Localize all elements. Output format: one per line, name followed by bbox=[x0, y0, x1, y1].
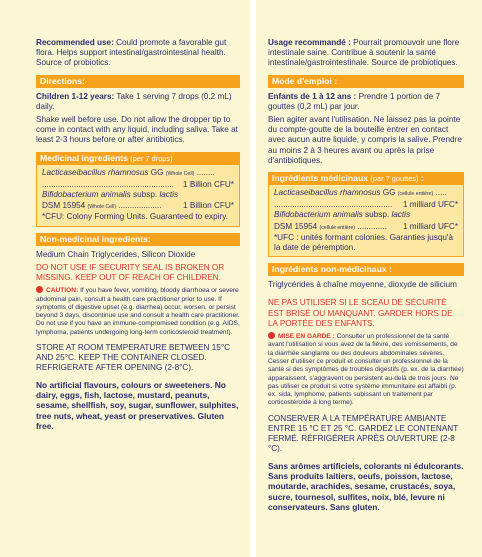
medicinal-header: Medicinal ingredients (per 7 drops) bbox=[36, 152, 240, 165]
nonmedicinal-text: Medium Chain Triglycerides, Silicon Dioxide bbox=[36, 249, 196, 259]
storage: STORE AT ROOM TEMPERATURE BETWEEN 15°C AND 25°C. KEEP THE CONTAINER CLOSED. REFRIGERATE AFTER OPENING (2-8°C). bbox=[36, 343, 231, 373]
storage-fr: CONSERVER À LA TEMPÉRATURE AMBIANTE ENTRE 15 °C ET 25 °C. GARDEZ LE CONTENANT FERMÉ. RÉFRIGÉRER APRÈS OUVERTURE (2-8 °C). bbox=[268, 413, 459, 454]
french-column bbox=[250, 0, 482, 557]
medicinal-box-fr bbox=[268, 185, 464, 257]
children-dose: Children 1-12 years: Take 1 serving 7 drops (0.2 mL) daily. bbox=[36, 91, 232, 111]
medicinal-box bbox=[36, 165, 240, 227]
ingredient-1-fr: Lacticaseibacillus rhamnosus GG (cellule entière) ..... bbox=[274, 188, 447, 198]
allergens-fr: Sans arômes artificiels, colorants ni édulcorants. Sans produits laitiers, oeufs, poisson, lactose, moutarde, arachides, sesame, crustacés, soya, sucre, tournesol, sulfites, noix, blé, levure ni conservateurs. Sans gluten. bbox=[268, 460, 464, 513]
children-dose-fr: Enfants de 1 à 12 ans : Prendre 1 portion de 7 gouttes (0,2 mL) par jour. bbox=[268, 91, 441, 111]
ingredient-2: Bifidobacterium animalis subsp. lactis bbox=[42, 190, 179, 200]
ingredient-1-amount: .......................................................... 1 Billion CFU* bbox=[42, 179, 234, 189]
nonmedicinal-text-fr: Triglycérides à chaîne moyenne, dioxyde de silicium bbox=[268, 280, 458, 290]
warning-dot-icon bbox=[268, 332, 275, 339]
ingredient-2-amount-fr: DSM 15954 (cellule entière) ............. 1 milliard UFC* bbox=[274, 221, 458, 231]
directions-header-fr: Mode d'emploi : bbox=[268, 75, 464, 88]
warning-dot-icon bbox=[36, 286, 43, 293]
directions-text: Shake well before use. Do not allow the dropper tip to come in contact with any liquid, including saliva. Take at least 2-3 hours before or after antibiotics. bbox=[36, 115, 238, 145]
medicinal-header-fr: Ingrédients médicinaux (par 7 gouttes) : bbox=[268, 172, 464, 185]
ingredient-2-fr: Bifidobacterium animalis subsp. lactis bbox=[274, 210, 411, 220]
ingredient-2-amount: DSM 15954 (Whole Cell) ................... 1 Billion CFU* bbox=[42, 201, 234, 211]
directions-text-fr: Bien agiter avant l'utilisation. Ne laissez pas la pointe du compte-goutte de la bouteille entrer en contact avec aucun autre liquide, y compris la salive. Prendre au moins 2 à 3 heures avant ou après la prise d'antibiotiques. bbox=[268, 115, 462, 165]
ingredient-1: Lacticaseibacillus rhamnosus GG (Whole Cell) ........ bbox=[42, 167, 215, 177]
seal-warning: DO NOT USE IF SECURITY SEAL IS BROKEN OR MISSING. KEEP OUT OF REACH OF CHILDREN. bbox=[36, 262, 225, 283]
caution-fr: MISE EN GARDE : Consulter un professionnel de la santé avant l'utilisation si vous avez de la fièvre, des vomissements, de la diarrhée sanglante ou des douleurs abdominales sévères. Cesser d'utiliser ce produit et consulter un professionnel de la santé si des symptômes de troubles digestifs (p. ex. de la diarrhée) apparaissent, s'aggravent ou persistent au-delà de trois jours. Ne pas utiliser ce produit si votre système immunitaire est affaibli (p. ex. sida, lymphome, patients subissant un traitement par corticostéroïde à long terme). bbox=[268, 333, 464, 407]
cfu-note-fr: *UFC : unités formant colonies. Garanties jusqu'à la date de péremption. bbox=[274, 232, 454, 253]
recommended-use: Recommended use: Could promote a favorable gut flora. Helps support intestinal/gastrointestinal health. Source of probiotics. bbox=[36, 38, 227, 68]
recommended-use-fr: Usage recommandé : Pourrait promouvoir une flore intestinale saine. Contribue à soutenir la santé intestinale/gastrointestinale. Source de probiotiques. bbox=[268, 38, 460, 68]
directions-header: Directions: bbox=[36, 75, 240, 88]
caution: CAUTION: If you have fever, vomiting, bloody diarrhoea or severe abdominal pain, consult a health care practitioner prior to use. If symptoms of digestive upset (e.g. diarrhea) occur, worsen, or persist beyond 3 days, discontinue use and consult a health care practitioner. Do not use if you have an immune-compromised condition (e.g. AIDS, lymphoma, patients undergoing long-term corticosteroid treatment). bbox=[36, 287, 240, 336]
ingredient-1-amount-fr: .................................................... 1 milliard UFC* bbox=[274, 200, 458, 210]
seal-warning-fr: NE PAS UTILISER SI LE SCEAU DE SÉCURITÉ EST BRISÉ OU MANQUANT. GARDER HORS DE LA PORTÉE DES ENFANTS. bbox=[268, 298, 453, 328]
cfu-note: *CFU: Colony Forming Units. Guaranteed to expiry. bbox=[42, 212, 228, 222]
allergens: No artificial flavours, colours or sweeteners. No dairy, eggs, fish, lactose, mustard, peanuts, sesame, shellfish, soy, sugar, sunflower, sulphites, tree nuts, wheat, yeast or preservatives. Gluten free. bbox=[36, 379, 239, 432]
nonmedicinal-header-fr: Ingrédients non-médicinaux : bbox=[268, 263, 464, 276]
nonmedicinal-header: Non-medicinal ingredients: bbox=[36, 233, 240, 246]
